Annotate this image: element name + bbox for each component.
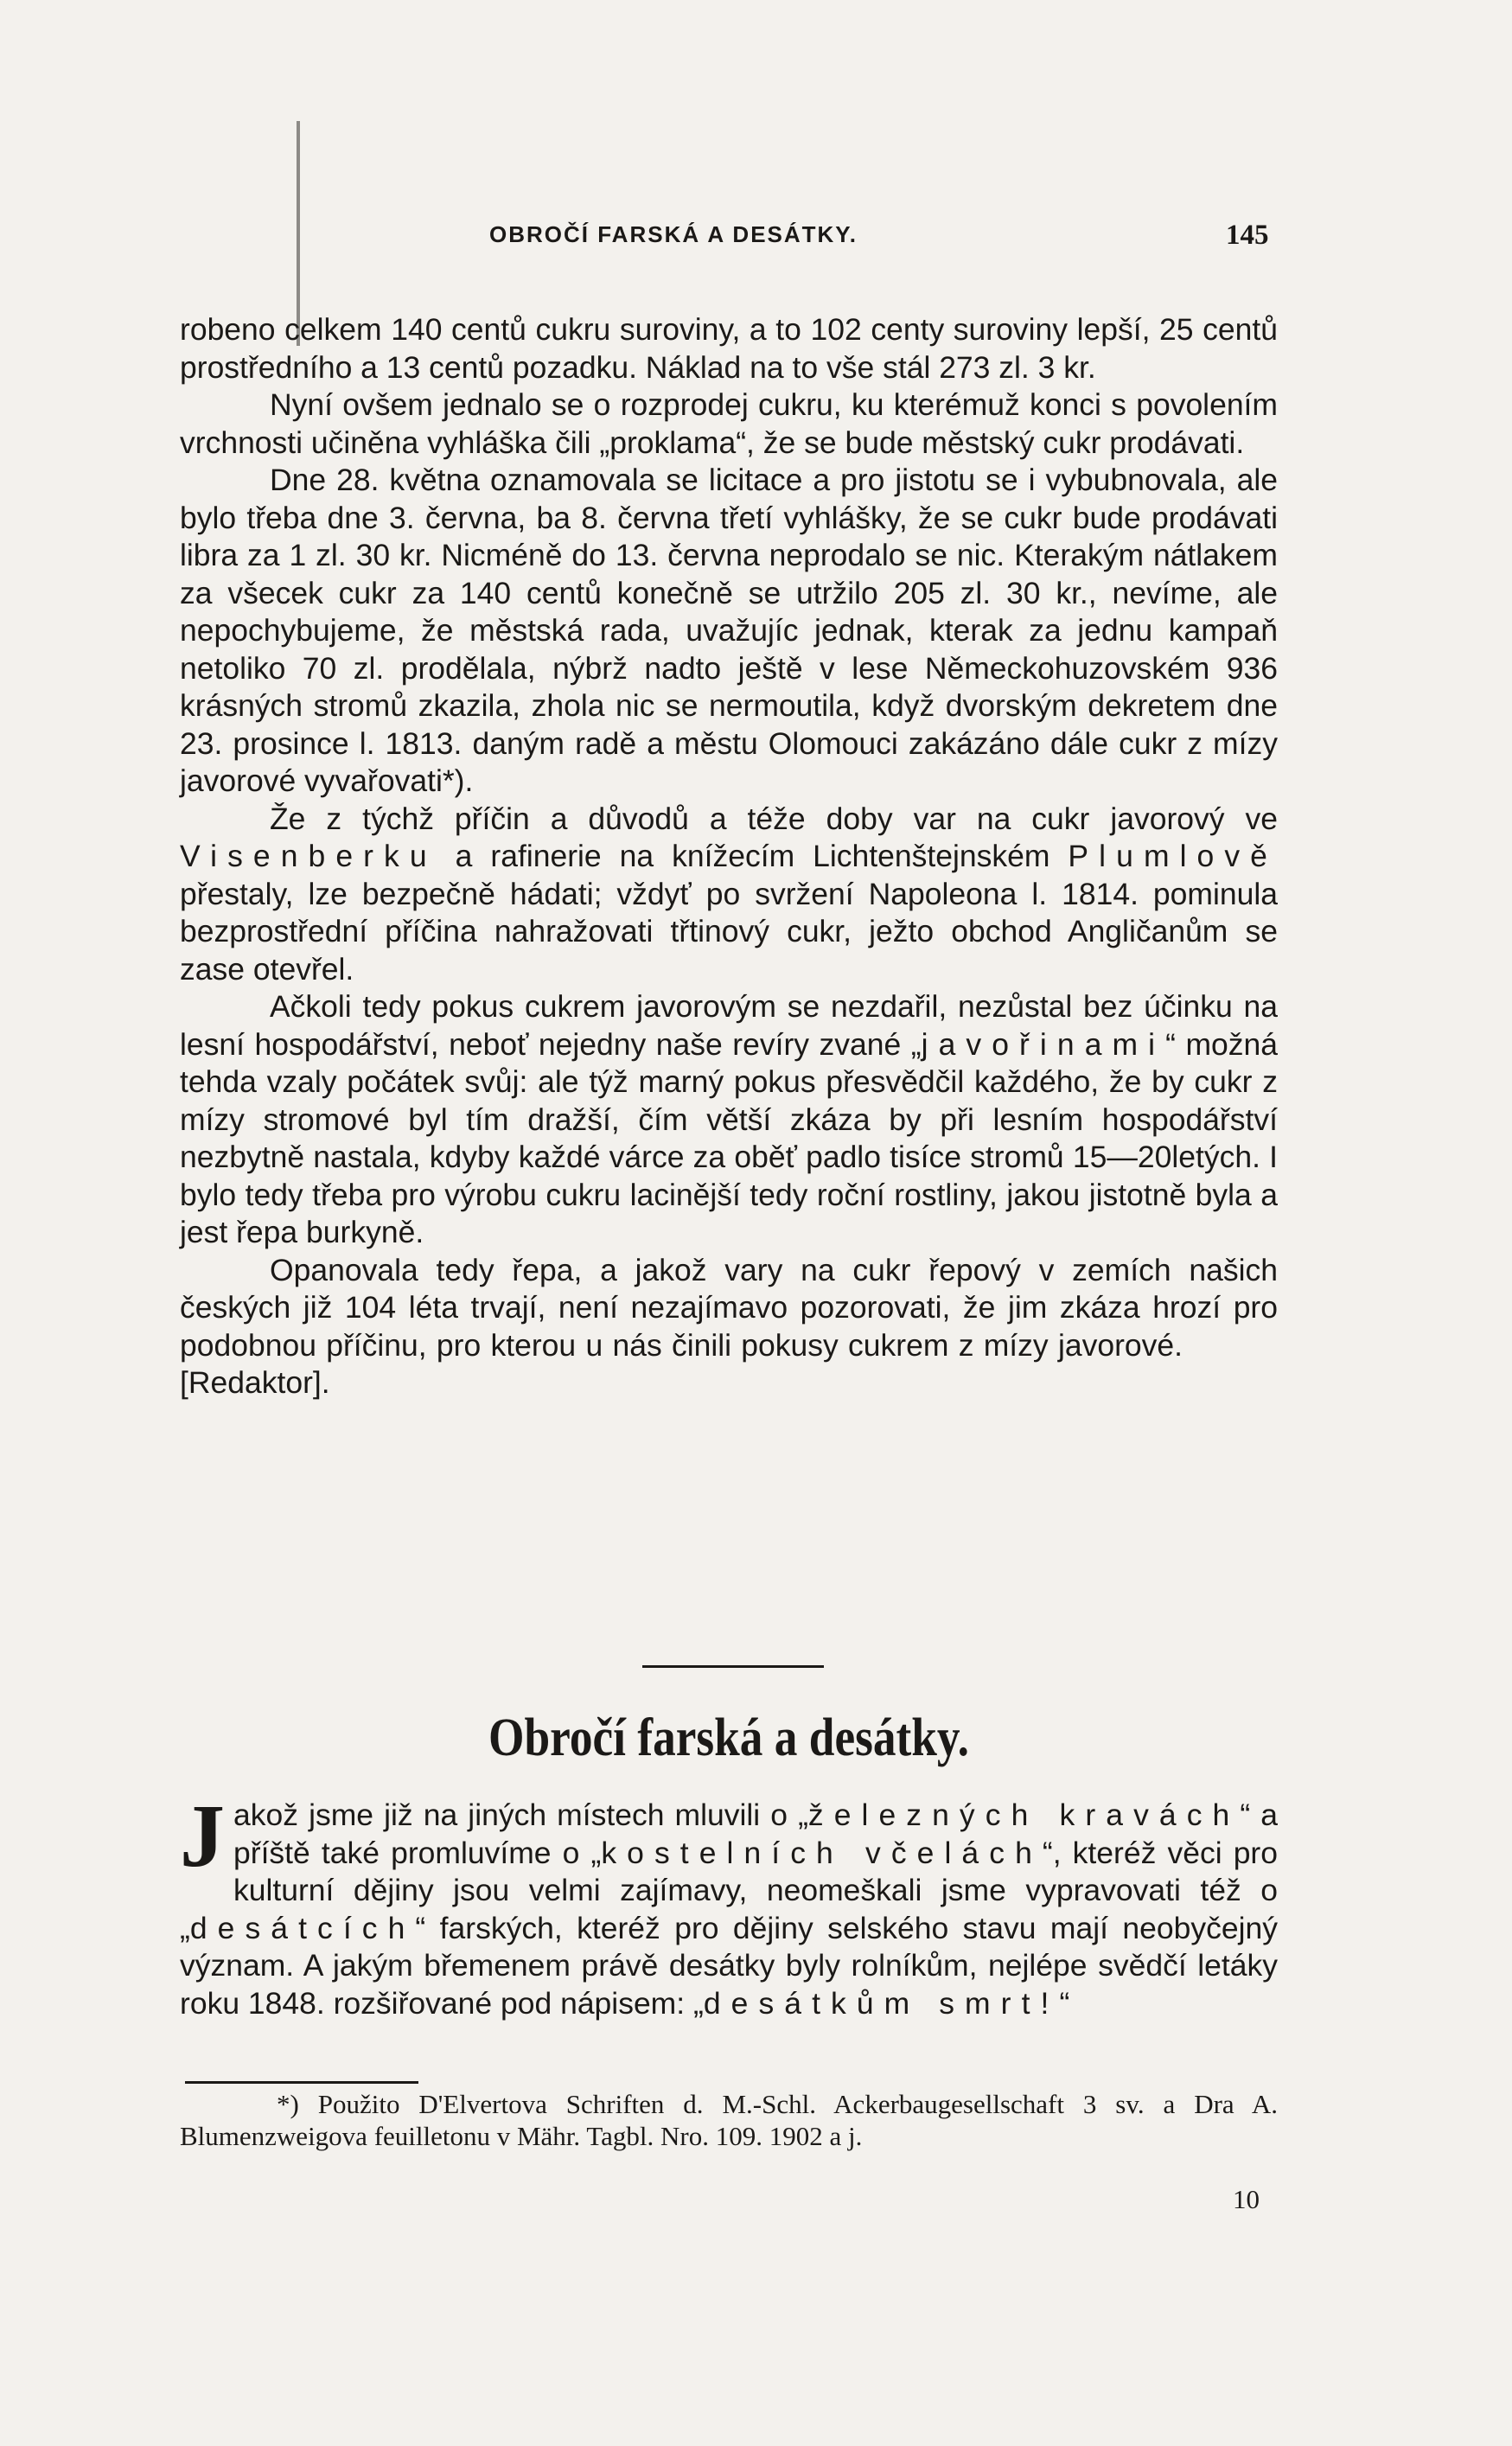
term-desatkum-smrt: desátkům smrt! <box>703 1985 1060 2021</box>
paragraph-4-text-a: Že z týchž příčin a důvodů a téže doby var na cukr javorový ve <box>270 801 1278 836</box>
section-text-b: “ a příště také promluvíme o „ <box>233 1798 1278 1870</box>
section-text <box>180 1786 1279 2022</box>
footnote-text: *) Použito D'Elvertova Schriften d. M.-Schl. Ackerbaugesellschaft 3 sv. a Dra A. Blumenzweigova feuilletonu v Mähr. Tagbl. Nro. 109. 1902 a j. <box>180 2089 1278 2151</box>
page-number: 145 <box>1226 220 1269 251</box>
paragraph-6-text: Opanovala tedy řepa, a jakož vary na cukr řepový v zemích našich českých již 104 léta trvají, není nezajímavo pozorovati, že jim zkáza hrozí pro podobnou příčinu, pro kterou u nás činili pokusy cukrem z mízy javorové. <box>180 1252 1278 1363</box>
footnote <box>180 2088 1278 2152</box>
section-text-e: “ <box>1059 1985 1070 2021</box>
place-name-visenberk: Visenberku <box>180 839 437 873</box>
paragraph-3: Dne 28. května oznamovala se licitace a pro jistotu se i vybubnovala, ale bylo třeba dne 3. června, ba 8. června třetí vyhlášky, že se cukr bude prodávati libra za 1 zl. 30 kr. Nicméně do 13. června neprodalo se nic. Kterakým nátlakem za všecek cukr za 140 centů konečně se utržilo 205 zl. 30 kr., nevíme, ale nepochybujeme, že městská rada, uvažujíc jednak, kterak za jednu kampaň netoliko 70 zl. prodělala, nýbrž nadto ještě v lese Německohuzovském 936 krásných stromů zkazila, zhola nic se nermoutila, když dvorským dekretem dne 23. prosince l. 1813. daným radě a městu Olomouci zakázáno dále cukr z mízy javorové vyvařovati*). <box>180 463 1278 798</box>
body-text <box>180 311 1278 1402</box>
place-name-plumlov: Plumlově <box>1068 839 1278 873</box>
running-header: OBROČÍ FARSKÁ A DESÁTKY. <box>489 221 858 247</box>
paragraph-4-text-b: a rafinerie na knížecím Lichtenštejnském <box>437 839 1069 873</box>
paragraph-5 <box>180 988 1278 1252</box>
section-title: Obročí farská a desátky. <box>488 1708 969 1767</box>
paragraph-4-text-c: přestaly, lze bezpečně hádati; vždyť po svržení Napoleona l. 1814. pominula bezprostřední příčina nahražovati třtinový cukr, ježto obchod Angličanům se zase otevřel. <box>180 876 1278 987</box>
paragraph-1: robeno celkem 140 centů cukru suroviny, a to 102 centy suroviny lepší, 25 centů prostředního a 13 centů pozadku. Náklad na to vše stál 273 zl. 3 kr. <box>180 312 1278 385</box>
section-text-a: akož jsme již na jiných místech mluvili o „ <box>233 1798 808 1832</box>
section-paragraph-1 <box>180 1786 1279 2022</box>
section-text-c: “, kteréž věci pro kulturní dějiny jsou velmi zajímavy, neomeškali jsme vypravovati též o „ <box>180 1835 1279 1945</box>
paragraph-5-text-a: Ačkoli tedy pokus cukrem javorovým se nezdařil, nezůstal bez účinku na lesní hospodářství, neboť nejedny naše revíry zvané „ <box>180 989 1278 1062</box>
term-zelezne-kravy: železných kravách <box>807 1798 1241 1832</box>
drop-cap: J <box>180 1786 225 1886</box>
paragraph-2: Nyní ovšem jednalo se o rozprodej cukru, ku kterémuž konci s povolením vrchnosti učiněna vyhláška čili „proklama“, že se bude městský cukr prodávati. <box>180 387 1278 460</box>
editor-signature: [Redaktor]. <box>180 1365 330 1400</box>
term-desatky: desátcích <box>189 1910 416 1945</box>
section-text-d: “ farských, kteréž pro dějiny selského stavu mají neobyčejný význam. A jakým břemenem právě desátky byly rolníkům, nejlépe svědčí letáky roku 1848. rozšiřované pod nápisem: „ <box>180 1910 1278 2021</box>
printer-signature-mark: 10 <box>1233 2184 1260 2214</box>
term-kostelni-vcely: kostelních včelách <box>601 1835 1043 1870</box>
term-javorinami: javořinami <box>921 1026 1166 1062</box>
paragraph-5-text-b: “ možná tehda vzaly počátek svůj: ale týž marný pokus přesvědčil každého, že by cukr z mízy stromové byl tím dražší, čím větší zkáza by při lesním hospodářství nezbytně nastala, kdyby každé várce za oběť padlo tisíce stromů 15—20letých. I bylo tedy třeba pro výrobu cukru lacinější tedy roční rostliny, jakou jistotně byla a jest řepa burkyně. <box>180 1026 1278 1249</box>
footnote-rule <box>185 2081 418 2084</box>
section-separator-rule <box>642 1665 824 1668</box>
paragraph-6 <box>180 1252 1278 1402</box>
paragraph-4 <box>180 801 1278 989</box>
